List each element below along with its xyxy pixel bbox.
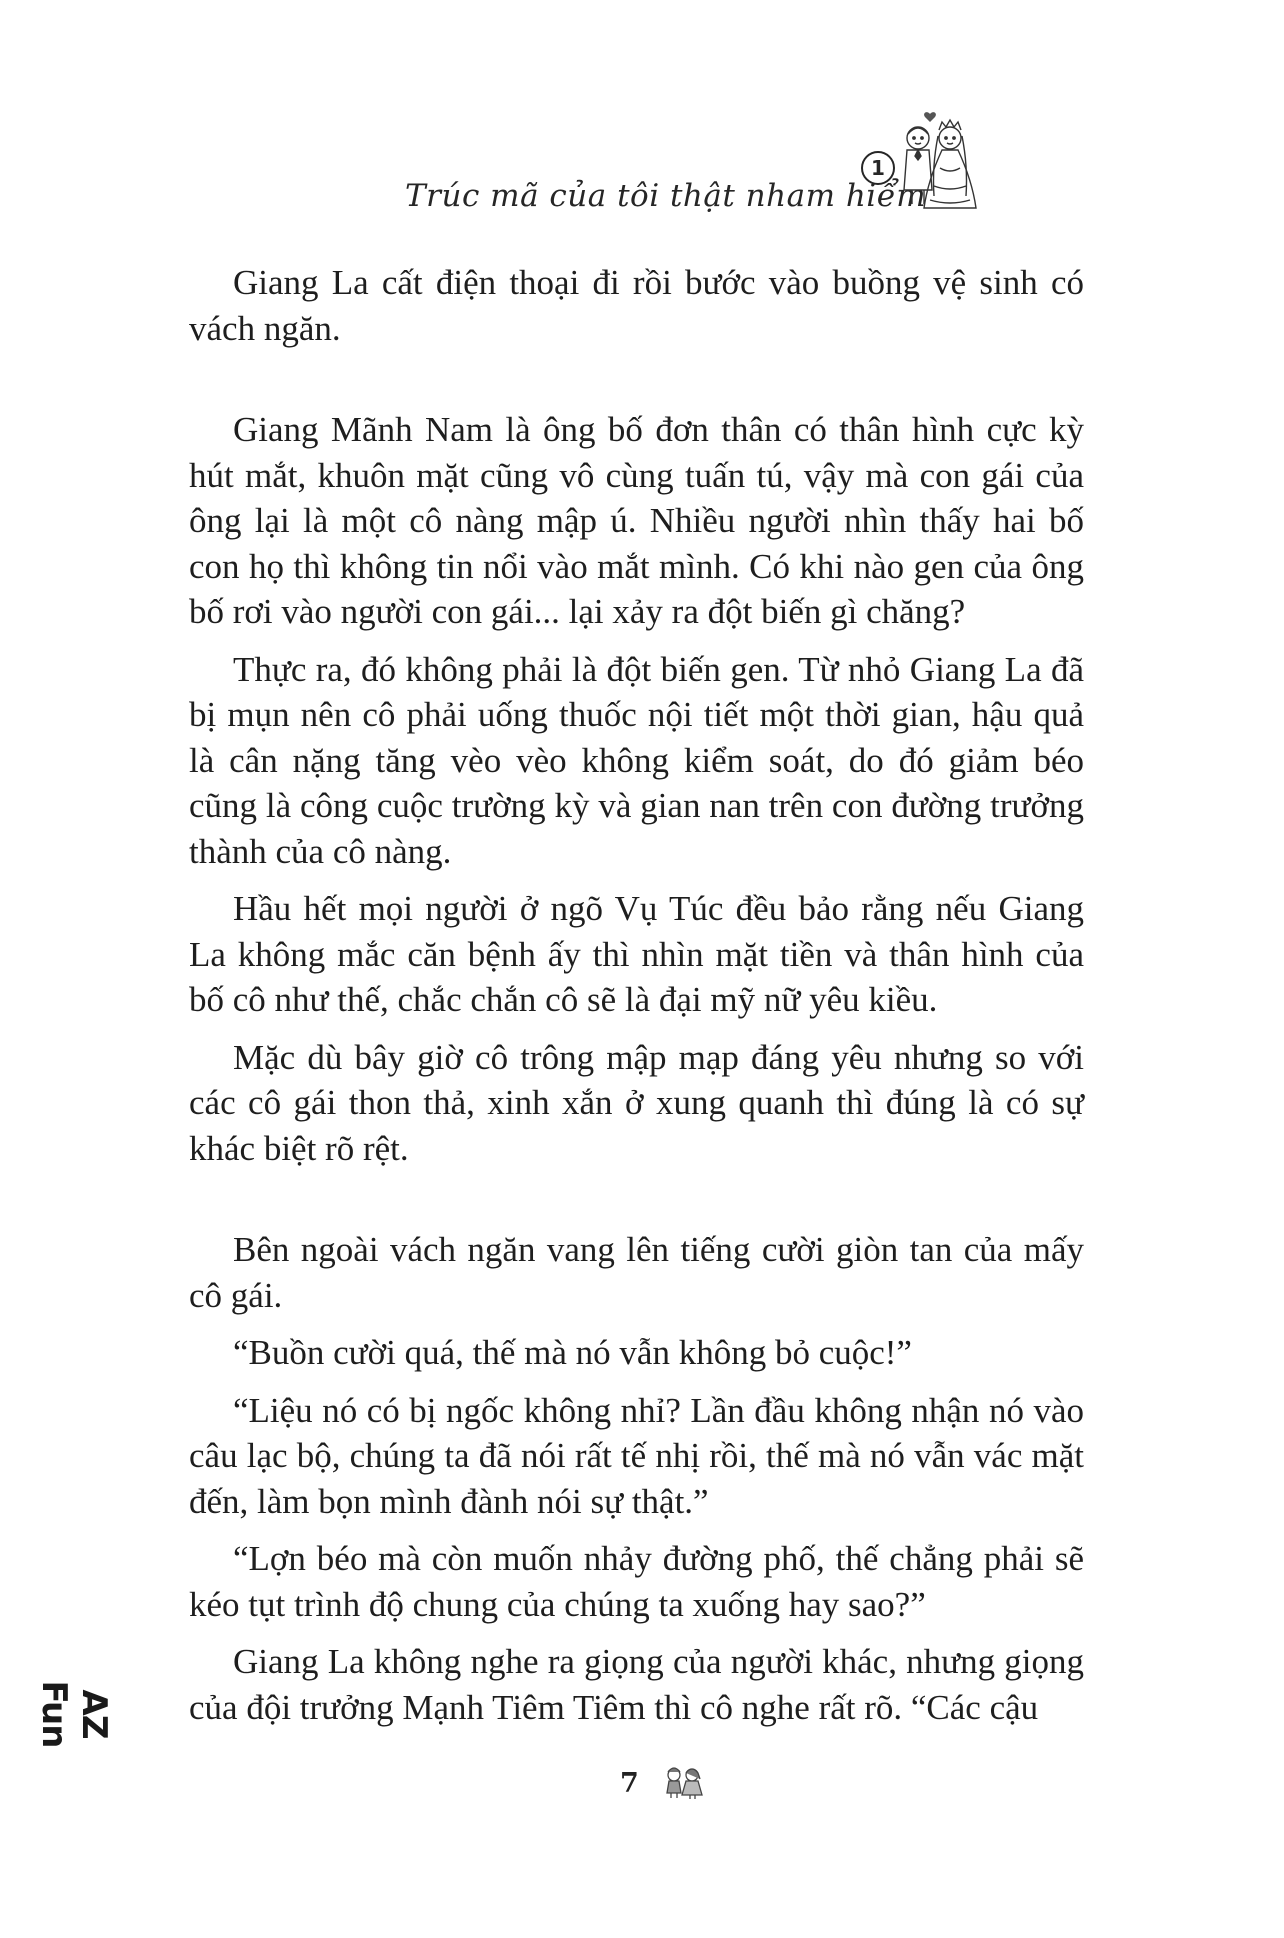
azfun-logo-icon	[34, 1650, 114, 1780]
paragraph: “Buồn cười quá, thế mà nó vẫn không bỏ cuộc!”	[233, 1333, 912, 1372]
paragraph: Giang Mãnh Nam là ông bố đơn thân có thân hình cực kỳ hút mắt, khuôn mặt cũng vô cùng tuấn tú, vậy mà con gái của ông lại là một cô nàng mập ú. Nhiều người nhìn thấy hai bố con họ thì không tin nổi vào mắt mình. Có khi nào gen của ông bố rơi vào người con gái... lại xảy ra đột biến gì chăng?	[189, 410, 1084, 631]
volume-badge: 1	[861, 151, 895, 185]
paragraph: Giang La không nghe ra giọng của người khác, nhưng giọng của đội trưởng Mạnh Tiêm Tiêm thì cô nghe rất rõ. “Các cậu	[189, 1642, 1084, 1727]
paragraph: Thực ra, đó không phải là đột biến gen. Từ nhỏ Giang La đã bị mụn nên cô phải uống thuốc nội tiết một thời gian, hậu quả là cân nặng tăng vèo vèo không kiểm soát, do đó giảm béo cũng là công cuộc trường kỳ và gian nan trên con đường trưởng thành của cô nàng.	[189, 649, 1084, 871]
paragraph: Bên ngoài vách ngăn vang lên tiếng cười giòn tan của mấy cô gái.	[189, 1230, 1084, 1315]
paragraph: Mặc dù bây giờ cô trông mập mạp đáng yêu nhưng so với các cô gái thon thả, xinh xắn ở xung quanh thì đúng là có sự khác biệt rõ rệt.	[189, 1037, 1084, 1168]
running-header	[405, 108, 985, 218]
couple-bride-groom-icon	[890, 108, 990, 218]
paragraph: “Lợn béo mà còn muốn nhảy đường phố, thế chẳng phải sẽ kéo tụt trình độ chung của chúng ta xuống hay sao?”	[189, 1539, 1084, 1624]
book-title: Trúc mã của tôi thật nham hiểm	[405, 178, 927, 214]
paragraph: Giang La cất điện thoại đi rồi bước vào buồng vệ sinh có vách ngăn.	[189, 263, 1084, 348]
page-number: 7	[620, 1768, 639, 1799]
chapter-body	[189, 260, 1084, 1742]
children-illustration-icon	[664, 1766, 704, 1800]
paragraph: “Liệu nó có bị ngốc không nhỉ? Lần đầu không nhận nó vào câu lạc bộ, chúng ta đã nói rất tế nhị rồi, thế mà nó vẫn vác mặt đến, làm bọn mình đành nói sự thật.”	[189, 1390, 1084, 1521]
publisher-logo-text: AZ Fun	[34, 1680, 114, 1748]
paragraph: Hầu hết mọi người ở ngõ Vụ Túc đều bảo rằng nếu Giang La không mắc căn bệnh ấy thì nhìn mặt tiền và thân hình của bố cô như thế, chắc chắn cô sẽ là đại mỹ nữ yêu kiều.	[189, 889, 1084, 1019]
